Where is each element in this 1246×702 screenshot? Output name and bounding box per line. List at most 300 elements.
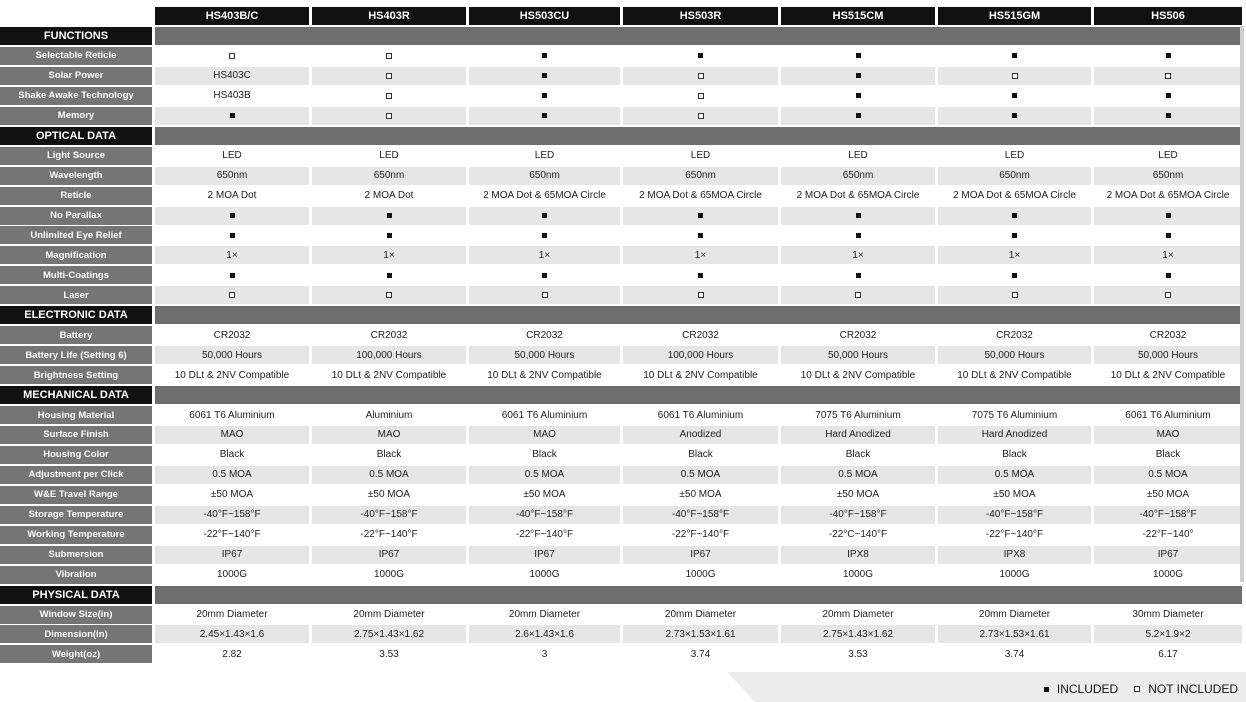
table-cell (938, 47, 1091, 65)
table-cell: 0.5 MOA (938, 466, 1091, 484)
table-cell: IPX8 (781, 546, 935, 564)
table-cell (781, 47, 935, 65)
legend-not-included-label: NOT INCLUDED (1148, 682, 1238, 696)
table-row (0, 187, 1246, 205)
table-cell: IP67 (623, 546, 778, 564)
table-cell (781, 226, 935, 244)
table-cell: 1000G (938, 566, 1091, 584)
legend-not-included (1134, 682, 1238, 696)
included-mark-icon (542, 273, 547, 278)
table-cell: 2 MOA Dot & 65MOA Circle (1094, 187, 1242, 205)
not-included-mark-icon (229, 53, 235, 59)
row-label: Housing Material (0, 406, 152, 424)
table-cell: -22°F~140°F (155, 526, 309, 544)
table-cell: 1000G (469, 566, 620, 584)
table-cell (938, 226, 1091, 244)
table-row (0, 446, 1246, 464)
table-cell: 1× (312, 246, 466, 264)
table-cell: 2.73×1.53×1.61 (623, 625, 778, 643)
included-mark-icon (856, 213, 861, 218)
table-cell: -22°F~140° (1094, 526, 1242, 544)
table-cell: IP67 (469, 546, 620, 564)
table-cell: Black (312, 446, 466, 464)
table-cell: ±50 MOA (469, 486, 620, 504)
included-mark-icon (1012, 93, 1017, 98)
table-row (0, 506, 1246, 524)
table-row (0, 566, 1246, 584)
table-cell: Black (623, 446, 778, 464)
section-header-row (0, 27, 1246, 45)
table-cell: LED (155, 147, 309, 165)
table-cell (155, 107, 309, 125)
table-cell (1094, 47, 1242, 65)
table-cell: -40°F~158°F (469, 506, 620, 524)
table-cell: 1× (1094, 246, 1242, 264)
row-label: Laser (0, 286, 152, 304)
table-cell: 3.74 (623, 645, 778, 663)
table-cell: IP67 (1094, 546, 1242, 564)
table-cell (469, 286, 620, 304)
table-cell (1094, 87, 1242, 105)
included-mark-icon (1166, 53, 1171, 58)
row-label: Wavelength (0, 167, 152, 185)
table-cell: ±50 MOA (781, 486, 935, 504)
table-cell: 1000G (155, 566, 309, 584)
section-header-row (0, 386, 1246, 404)
table-cell (623, 226, 778, 244)
table-cell (155, 47, 309, 65)
legend (1034, 682, 1238, 696)
table-cell: 20mm Diameter (155, 606, 309, 624)
row-label: Adjustment per Click (0, 466, 152, 484)
table-cell: 5.2×1.9×2 (1094, 625, 1242, 643)
table-cell: 650nm (469, 167, 620, 185)
table-cell: 50,000 Hours (781, 346, 935, 364)
included-mark-icon (387, 273, 392, 278)
table-cell: IPX8 (938, 546, 1091, 564)
table-cell: CR2032 (155, 326, 309, 344)
included-mark-icon (387, 213, 392, 218)
table-cell (1094, 67, 1242, 85)
table-cell: -22°C~140°F (781, 526, 935, 544)
section-title: FUNCTIONS (0, 27, 152, 45)
table-cell (938, 107, 1091, 125)
table-cell (623, 266, 778, 284)
table-cell: -40°F~158°F (623, 506, 778, 524)
table-cell: Black (938, 446, 1091, 464)
table-row (0, 466, 1246, 484)
section-bar (155, 27, 1242, 45)
included-mark-icon (387, 233, 392, 238)
table-row (0, 67, 1246, 85)
not-included-mark-icon (698, 292, 704, 298)
table-cell (469, 207, 620, 225)
table-cell: LED (938, 147, 1091, 165)
table-cell: 3.53 (781, 645, 935, 663)
row-label: Selectable Reticle (0, 47, 152, 65)
included-mark-icon (1012, 233, 1017, 238)
table-cell (1094, 266, 1242, 284)
table-cell: 3.74 (938, 645, 1091, 663)
table-row (0, 266, 1246, 284)
table-cell: 0.5 MOA (1094, 466, 1242, 484)
section-bar (155, 386, 1242, 404)
table-cell: 1000G (781, 566, 935, 584)
table-cell: -40°F~158°F (781, 506, 935, 524)
table-row (0, 286, 1246, 304)
included-mark-icon (230, 273, 235, 278)
table-cell (312, 226, 466, 244)
table-cell: HS403B (155, 87, 309, 105)
table-cell (469, 266, 620, 284)
table-cell: 1000G (312, 566, 466, 584)
table-cell (781, 266, 935, 284)
table-cell: 0.5 MOA (469, 466, 620, 484)
row-label: Reticle (0, 187, 152, 205)
not-included-mark-icon (542, 292, 548, 298)
table-row (0, 645, 1246, 663)
table-cell: 2.75×1.43×1.62 (312, 625, 466, 643)
table-cell: Hard Anodized (781, 426, 935, 444)
section-bar (155, 586, 1242, 604)
table-cell: 20mm Diameter (469, 606, 620, 624)
table-row (0, 47, 1246, 65)
not-included-mark-icon (1134, 686, 1140, 692)
included-mark-icon (856, 53, 861, 58)
included-mark-icon (698, 233, 703, 238)
legend-included-label: INCLUDED (1056, 682, 1119, 696)
included-mark-icon (542, 53, 547, 58)
row-label: Battery Life (Setting 6) (0, 346, 152, 364)
included-mark-icon (230, 113, 235, 118)
included-mark-icon (1044, 687, 1049, 692)
table-cell: MAO (469, 426, 620, 444)
table-cell: 1× (781, 246, 935, 264)
table-cell: 50,000 Hours (938, 346, 1091, 364)
table-cell (623, 87, 778, 105)
table-cell: CR2032 (312, 326, 466, 344)
table-cell: MAO (312, 426, 466, 444)
table-cell: 2.6×1.43×1.6 (469, 625, 620, 643)
table-cell (938, 207, 1091, 225)
not-included-mark-icon (1012, 292, 1018, 298)
table-cell: ±50 MOA (155, 486, 309, 504)
model-header: HS503CU (469, 7, 620, 25)
row-label: Brightness Setting (0, 366, 152, 384)
table-cell (623, 107, 778, 125)
table-cell (781, 87, 935, 105)
table-cell: 2 MOA Dot (312, 187, 466, 205)
table-cell (469, 47, 620, 65)
included-mark-icon (698, 273, 703, 278)
table-cell: 1× (938, 246, 1091, 264)
table-cell (938, 286, 1091, 304)
included-mark-icon (856, 73, 861, 78)
included-mark-icon (856, 233, 861, 238)
included-mark-icon (1166, 273, 1171, 278)
table-cell: 50,000 Hours (155, 346, 309, 364)
table-cell (469, 107, 620, 125)
table-cell: Hard Anodized (938, 426, 1091, 444)
included-mark-icon (856, 113, 861, 118)
row-label: Surface Finish (0, 426, 152, 444)
table-cell: 50,000 Hours (1094, 346, 1242, 364)
not-included-mark-icon (1012, 73, 1018, 79)
table-cell (469, 67, 620, 85)
table-row (0, 246, 1246, 264)
included-mark-icon (1166, 93, 1171, 98)
table-cell: 2.75×1.43×1.62 (781, 625, 935, 643)
table-cell (781, 286, 935, 304)
legend-included (1044, 682, 1118, 696)
row-label: Shake Awake Technology (0, 87, 152, 105)
table-row (0, 346, 1246, 364)
table-cell: 10 DLt & 2NV Compatible (938, 366, 1091, 384)
table-cell: 2 MOA Dot & 65MOA Circle (623, 187, 778, 205)
table-cell: 0.5 MOA (312, 466, 466, 484)
row-label: Battery (0, 326, 152, 344)
table-cell (781, 107, 935, 125)
row-label: Solar Power (0, 67, 152, 85)
scrollbar-track[interactable] (1240, 26, 1244, 582)
section-header-row (0, 127, 1246, 145)
table-cell (1094, 107, 1242, 125)
table-cell: 20mm Diameter (938, 606, 1091, 624)
table-row (0, 606, 1246, 624)
table-cell: 6.17 (1094, 645, 1242, 663)
table-cell: MAO (1094, 426, 1242, 444)
table-cell: 650nm (938, 167, 1091, 185)
included-mark-icon (1012, 213, 1017, 218)
table-row (0, 366, 1246, 384)
table-cell: 20mm Diameter (312, 606, 466, 624)
table-cell: ±50 MOA (312, 486, 466, 504)
table-cell (312, 107, 466, 125)
table-cell: 7075 T6 Aluminium (938, 406, 1091, 424)
table-cell: 650nm (312, 167, 466, 185)
table-cell: LED (781, 147, 935, 165)
row-label: Working Temperature (0, 526, 152, 544)
model-header: HS403R (312, 7, 466, 25)
row-label: Dimension(in) (0, 625, 152, 643)
model-header-row (0, 7, 1246, 25)
table-cell (312, 67, 466, 85)
table-cell (312, 47, 466, 65)
table-row (0, 167, 1246, 185)
table-row (0, 406, 1246, 424)
table-cell: HS403C (155, 67, 309, 85)
section-header-row (0, 586, 1246, 604)
not-included-mark-icon (386, 73, 392, 79)
table-cell (469, 87, 620, 105)
table-row (0, 147, 1246, 165)
table-cell: 2 MOA Dot & 65MOA Circle (781, 187, 935, 205)
table-cell: -40°F~158°F (155, 506, 309, 524)
table-cell: 50,000 Hours (469, 346, 620, 364)
table-cell (155, 207, 309, 225)
table-cell: Black (155, 446, 309, 464)
row-label: Submersion (0, 546, 152, 564)
section-title: MECHANICAL DATA (0, 386, 152, 404)
table-row (0, 226, 1246, 244)
included-mark-icon (542, 93, 547, 98)
table-cell: 6061 T6 Aluminium (1094, 406, 1242, 424)
not-included-mark-icon (386, 292, 392, 298)
table-cell: 10 DLt & 2NV Compatible (623, 366, 778, 384)
table-cell: 2 MOA Dot (155, 187, 309, 205)
table-cell (312, 286, 466, 304)
table-cell: ±50 MOA (1094, 486, 1242, 504)
table-row (0, 526, 1246, 544)
section-bar (155, 306, 1242, 324)
table-row (0, 107, 1246, 125)
table-cell: ±50 MOA (623, 486, 778, 504)
table-cell: -40°F~158°F (312, 506, 466, 524)
table-row (0, 426, 1246, 444)
table-cell: 1× (469, 246, 620, 264)
not-included-mark-icon (1165, 292, 1171, 298)
table-cell (312, 207, 466, 225)
included-mark-icon (856, 273, 861, 278)
included-mark-icon (1166, 233, 1171, 238)
model-header: HS515GM (938, 7, 1091, 25)
row-label: Housing Color (0, 446, 152, 464)
row-label: Unlimited Eye Relief (0, 226, 152, 244)
table-row (0, 87, 1246, 105)
table-cell: MAO (155, 426, 309, 444)
table-cell: -40°F~158°F (1094, 506, 1242, 524)
table-cell (1094, 226, 1242, 244)
not-included-mark-icon (698, 73, 704, 79)
table-cell: 0.5 MOA (623, 466, 778, 484)
table-cell: 100,000 Hours (623, 346, 778, 364)
included-mark-icon (542, 213, 547, 218)
model-header: HS403B/C (155, 7, 309, 25)
table-cell (623, 47, 778, 65)
included-mark-icon (1166, 213, 1171, 218)
table-cell: CR2032 (781, 326, 935, 344)
row-label: Multi-Coatings (0, 266, 152, 284)
table-cell: -40°F~158°F (938, 506, 1091, 524)
table-cell (312, 266, 466, 284)
table-cell: 650nm (781, 167, 935, 185)
table-cell: 650nm (1094, 167, 1242, 185)
row-label: Memory (0, 107, 152, 125)
table-cell: LED (469, 147, 620, 165)
table-cell (155, 286, 309, 304)
table-cell (155, 266, 309, 284)
included-mark-icon (542, 73, 547, 78)
not-included-mark-icon (386, 53, 392, 59)
table-cell: 20mm Diameter (781, 606, 935, 624)
table-cell: 10 DLt & 2NV Compatible (469, 366, 620, 384)
not-included-mark-icon (698, 113, 704, 119)
table-cell: Aluminium (312, 406, 466, 424)
table-cell: 10 DLt & 2NV Compatible (155, 366, 309, 384)
table-cell: 1000G (623, 566, 778, 584)
included-mark-icon (230, 213, 235, 218)
included-mark-icon (542, 233, 547, 238)
table-cell (1094, 286, 1242, 304)
included-mark-icon (1012, 273, 1017, 278)
table-cell: -22°F~140°F (469, 526, 620, 544)
table-cell: 7075 T6 Aluminium (781, 406, 935, 424)
table-cell: Black (469, 446, 620, 464)
table-cell (623, 207, 778, 225)
table-row (0, 486, 1246, 504)
table-cell (938, 266, 1091, 284)
table-cell: Anodized (623, 426, 778, 444)
not-included-mark-icon (386, 113, 392, 119)
table-cell: ±50 MOA (938, 486, 1091, 504)
included-mark-icon (1012, 113, 1017, 118)
table-cell: 3 (469, 645, 620, 663)
included-mark-icon (1012, 53, 1017, 58)
table-cell: 650nm (155, 167, 309, 185)
table-cell: 650nm (623, 167, 778, 185)
table-cell: 2 MOA Dot & 65MOA Circle (938, 187, 1091, 205)
table-cell: 2 MOA Dot & 65MOA Circle (469, 187, 620, 205)
included-mark-icon (856, 93, 861, 98)
row-label: Magnification (0, 246, 152, 264)
table-cell: 1000G (1094, 566, 1242, 584)
table-cell: Black (781, 446, 935, 464)
table-row (0, 326, 1246, 344)
table-cell: 20mm Diameter (623, 606, 778, 624)
row-label: Window Size(in) (0, 606, 152, 624)
table-cell: -22°F~140°F (623, 526, 778, 544)
table-row (0, 546, 1246, 564)
not-included-mark-icon (1165, 73, 1171, 79)
table-cell (938, 87, 1091, 105)
table-cell: LED (312, 147, 466, 165)
table-cell: CR2032 (623, 326, 778, 344)
table-cell: -22°F~140°F (938, 526, 1091, 544)
table-cell: 10 DLt & 2NV Compatible (781, 366, 935, 384)
table-cell: -22°F~140°F (312, 526, 466, 544)
row-label: Weight(oz) (0, 645, 152, 663)
table-cell: 3.53 (312, 645, 466, 663)
table-cell: 6061 T6 Aluminium (155, 406, 309, 424)
table-cell: 10 DLt & 2NV Compatible (312, 366, 466, 384)
table-cell: Black (1094, 446, 1242, 464)
table-cell: LED (623, 147, 778, 165)
table-cell: CR2032 (938, 326, 1091, 344)
row-label: Light Source (0, 147, 152, 165)
included-mark-icon (230, 233, 235, 238)
table-cell: IP67 (312, 546, 466, 564)
section-bar (155, 127, 1242, 145)
table-cell (312, 87, 466, 105)
section-title: PHYSICAL DATA (0, 586, 152, 604)
table-cell (781, 207, 935, 225)
table-row (0, 625, 1246, 643)
table-cell: 1× (155, 246, 309, 264)
table-cell: 6061 T6 Aluminium (623, 406, 778, 424)
table-cell (781, 67, 935, 85)
row-label: Storage Temperature (0, 506, 152, 524)
table-cell: 2.73×1.53×1.61 (938, 625, 1091, 643)
row-label: Vibration (0, 566, 152, 584)
included-mark-icon (542, 113, 547, 118)
not-included-mark-icon (229, 292, 235, 298)
included-mark-icon (698, 213, 703, 218)
table-cell: 100,000 Hours (312, 346, 466, 364)
model-header: HS506 (1094, 7, 1242, 25)
section-header-row (0, 306, 1246, 324)
table-cell: 1× (623, 246, 778, 264)
table-cell (623, 286, 778, 304)
